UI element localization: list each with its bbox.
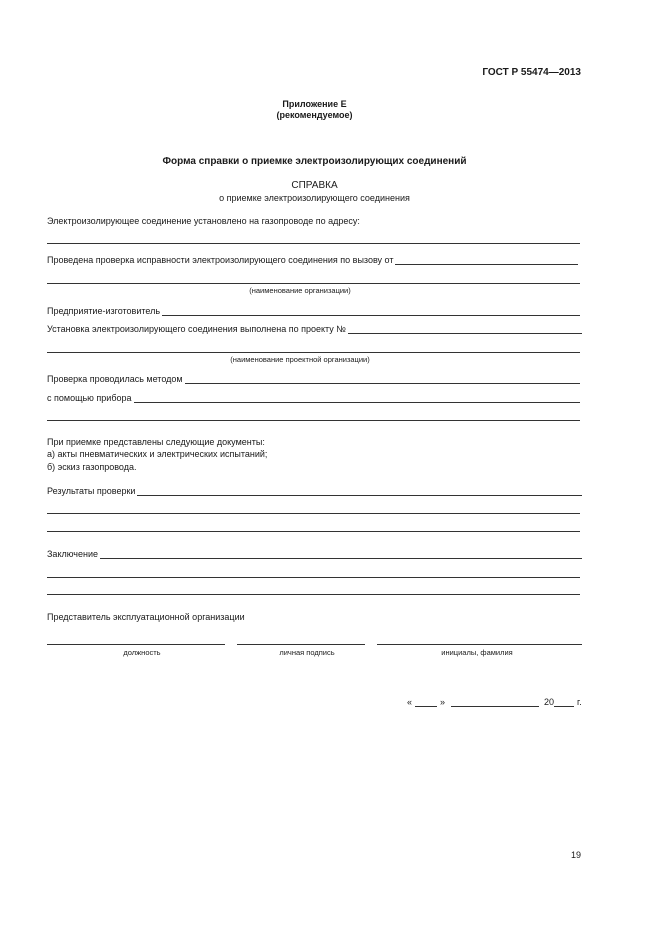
device-row [47,393,580,403]
date-month-line[interactable] [451,697,539,707]
certificate-subtitle: о приемке электроизолирующего соединения [219,193,410,203]
appendix-title: Приложение Е [282,99,347,109]
date-year-suffix: г. [577,697,582,707]
results-line-3[interactable] [47,531,580,532]
representative-label: Представитель эксплуатационной организации [47,612,245,622]
form-title: Форма справки о приемке электроизолирующих соединений [162,156,467,167]
date-year-prefix: 20 [544,697,555,707]
date-close-quote: » [440,697,446,707]
manufacturer-label: Предприятие-изготовитель [47,306,161,316]
appendix-subtitle: (рекомендуемое) [276,110,353,120]
position-caption: должность [123,648,161,657]
documents-item: б) эскиз газопровода. [47,462,137,472]
check-label: Проведена проверка исправности электроизолирующего соединения по вызову от [47,255,394,265]
name-line[interactable] [377,644,582,645]
signature-caption: личная подпись [279,648,335,657]
conclusion-line-3[interactable] [47,594,580,595]
document-code: ГОСТ Р 55474—2013 [482,67,581,78]
method-row [47,374,580,384]
signature-line[interactable] [237,644,365,645]
device-label: с помощью прибора [47,393,132,403]
project-org-line[interactable] [47,352,580,353]
conclusion-row [47,549,582,559]
conclusion-label: Заключение [47,549,98,559]
date-day-line[interactable] [415,697,437,707]
manufacturer-row [47,306,580,316]
method-line[interactable] [185,374,580,384]
address-line[interactable] [47,243,580,244]
project-row [47,324,582,334]
project-number-line[interactable] [348,324,582,334]
address-label: Электроизолирующее соединение установлено на газопроводе по адресу: [47,216,360,226]
method-label: Проверка проводилась методом [47,374,183,384]
check-row [47,255,578,265]
results-line[interactable] [137,486,582,496]
organization-line[interactable] [47,283,580,284]
name-caption: инициалы, фамилия [441,648,513,657]
project-org-caption: (наименование проектной организации) [230,355,370,364]
conclusion-line-2[interactable] [47,577,580,578]
project-label: Установка электроизолирующего соединения выполнена по проекту № [47,324,346,334]
device-line[interactable] [134,393,581,403]
page-number: 19 [571,850,582,860]
conclusion-line[interactable] [100,549,582,559]
check-date-line[interactable] [395,255,578,265]
documents-item: а) акты пневматических и электрических испытаний; [47,449,268,459]
date-year-line[interactable] [554,697,574,707]
results-row [47,486,582,496]
position-line[interactable] [47,644,225,645]
device-extra-line[interactable] [47,420,580,421]
date-open-quote: « [407,697,413,707]
certificate-title: СПРАВКА [291,180,338,191]
results-line-2[interactable] [47,513,580,514]
results-label: Результаты проверки [47,486,136,496]
manufacturer-line[interactable] [162,306,580,316]
documents-intro: При приемке представлены следующие документы: [47,437,265,447]
date-row [407,697,582,707]
organization-caption: (наименование организации) [249,286,351,295]
